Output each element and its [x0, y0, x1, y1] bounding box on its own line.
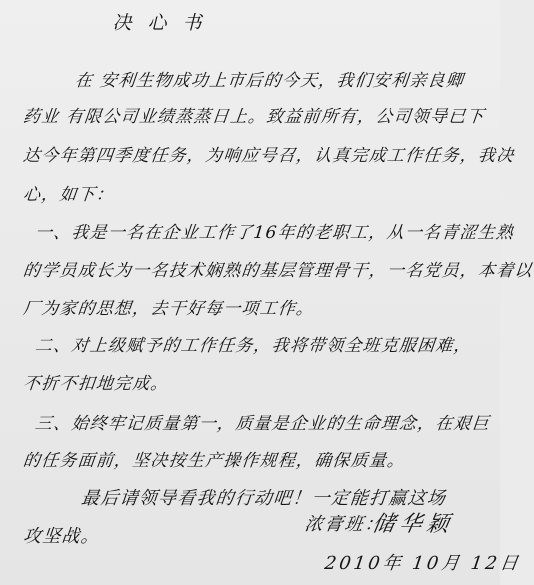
body-line-5: 一、我是一名在企业工作了16年的老职工，从一名青涩生熟 — [34, 223, 516, 243]
body-line-4: 心，如下： — [22, 185, 116, 205]
body-line-6: 的学员成长为一名技术娴熟的基层管理骨干，一名党员，本着以 — [22, 261, 534, 281]
signature-date: 2010年 10月 12日 — [323, 553, 523, 574]
body-line-10: 三、始终牢记质量第一，质量是企业的生命理念，在艰巨 — [34, 414, 492, 434]
signature-name: 储华颖 — [370, 512, 456, 537]
body-line-1: 在 安利生物成功上市后的今天，我们安利亲良卿 — [74, 71, 465, 91]
signature-team: 浓膏班： — [303, 514, 387, 535]
body-line-11: 的任务面前，坚决按生产操作规程，确保质量。 — [22, 451, 407, 471]
body-line-9: 不折不扣地完成。 — [22, 374, 170, 394]
body-line-3: 达今年第四季度任务，为响应号召，认真完成工作任务，我决 — [22, 146, 516, 166]
body-line-7: 厂为家的思想，去干好每一项工作。 — [22, 299, 316, 319]
letter-title: 决心书 — [112, 12, 218, 34]
closing-line-2: 攻坚战。 — [22, 526, 102, 547]
body-line-8: 二、对上级赋予的工作任务，我将带领全班克服困难， — [34, 336, 473, 356]
body-line-2: 药业 有限公司业绩蒸蒸日上。致益前所有，公司领导已下 — [22, 107, 486, 127]
closing-line-1: 最后请领导看我的行动吧！一定能打赢这场 — [80, 488, 448, 509]
